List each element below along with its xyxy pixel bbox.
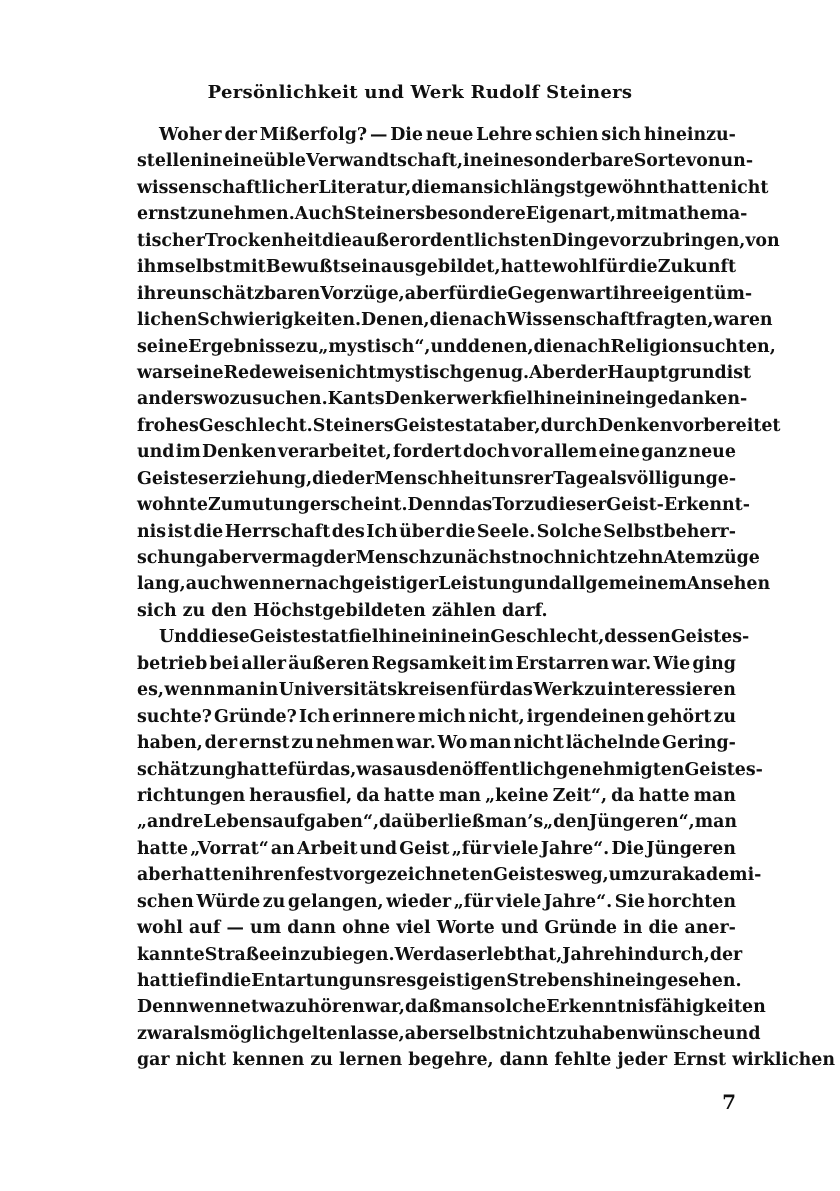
text-line: zwar als möglich gelten lasse, aber selbst nicht zu haben wünsche und: [137, 1023, 761, 1044]
text-line: aber hatten ihren fest vorgezeichneten Geistesweg, um zur akademi-: [137, 865, 762, 886]
text-line: suchte? Gründe? Ich erinnere mich nicht, irgendeinen gehört zu: [137, 706, 736, 727]
text-line: kannte Straße einzubiegen. Wer das erlebt hat, Jahre hindurch, der: [137, 944, 743, 965]
text-line: lichen Schwierigkeiten. Denen, die nach Wissenschaft fragten, waren: [137, 310, 773, 331]
text-line: Geisteserziehung, die der Menschheit unsrer Tage als völlig unge-: [137, 468, 737, 489]
text-line: Denn wenn etwa zu hören war, daß man solche Erkenntnisfähigkeiten: [137, 997, 766, 1018]
text-line: hatte „Vorrat“ an Arbeit und Geist „für viele Jahre“. Die Jüngeren: [137, 838, 736, 859]
text-line: schen Würde zu gelangen, wieder „für viele Jahre“. Sie horchten: [137, 891, 736, 912]
text-line: richtungen herausfiel, da hatte man „keine Zeit“, da hatte man: [137, 785, 736, 806]
text-line: wohl auf — um dann ohne viel Worte und Gründe in die aner-: [137, 918, 736, 939]
text-line: schätzung hatte für das, was aus den öffentlich genehmigten Geistes-: [137, 759, 763, 780]
text-line: „andre Lebensaufgaben“, da überließ man’s „den Jüngeren“, man: [137, 812, 738, 833]
text-line: gar nicht kennen zu lernen begehre, dann fehlte jeder Ernst wirklichen: [137, 1050, 836, 1071]
text-line: sich zu den Höchstgebildeten zählen darf.: [137, 600, 548, 621]
text-line: haben, der ernst zu nehmen war. Wo man nicht lächelnde Gering-: [137, 733, 736, 754]
paragraph-2: [137, 624, 836, 1073]
text-line: nis ist die Herrschaft des Ich über die Seele. Solche Selbstbeherr-: [137, 521, 736, 542]
text-line: betrieb bei aller äußeren Regsamkeit im Erstarren war. Wie ging: [137, 653, 736, 674]
text-line: wohnte Zumutung erscheint. Denn das Tor zu dieser Geist-Erkennt-: [137, 495, 750, 516]
text-line: stellen in eine üble Verwandtschaft, in eine sonderbare Sorte von un-: [137, 151, 754, 172]
text-line: lang, auch wenn er nach geistiger Leistung und allgemeinem Ansehen: [137, 574, 771, 595]
text-line: und im Denken verarbeitet, fordert doch vor allem eine ganz neue: [137, 442, 736, 463]
text-line: hat tief in die Entartung unsres geistigen Strebens hineingesehen.: [137, 971, 742, 991]
text-line: war seine Redeweise nicht mystisch genug. Aber der Hauptgrund ist: [137, 362, 752, 383]
text-line: Und diese Geistestat fiel hinein in ein Geschlecht, dessen Geistes-: [159, 627, 750, 648]
text-line: es, wenn man in Universitätskreisen für das Werk zu interessieren: [137, 680, 736, 701]
text-line: schung aber vermag der Mensch zunächst noch nicht zehn Atemzüge: [137, 548, 760, 568]
paragraph-1: [137, 122, 781, 624]
page-number: 7: [722, 1090, 736, 1114]
running-head: Persönlichkeit und Werk Rudolf Steiners: [207, 82, 633, 103]
text-line: ihre unschätzbaren Vorzüge, aber für die Gegenwart ihre eigentüm-: [137, 283, 753, 304]
text-line: anderswo zu suchen. Kants Denkerwerk fiel hinein in ein gedanken-: [137, 389, 748, 410]
text-line: tischer Trockenheit die außerordentlichsten Dinge vorzubringen, von: [137, 230, 780, 251]
text-line: Woher der Mißerfolg? — Die neue Lehre schien sich hineinzu-: [159, 125, 736, 145]
text-line: seine Ergebnisse zu „mystisch“, und denen, die nach Religion suchten,: [137, 336, 776, 357]
text-line: ihm selbst mit Bewußtsein ausgebildet, hatte wohl für die Zukunft: [137, 257, 736, 278]
text-line: wissenschaftlicher Literatur, die man sich längst gewöhnt hatte nicht: [137, 177, 769, 198]
text-line: ernst zu nehmen. Auch Steiners besondere Eigenart, mit mathema-: [137, 204, 748, 225]
body-text: [137, 122, 836, 1074]
text-line: frohes Geschlecht. Steiners Geistestat aber, durch Denken vorbereitet: [137, 415, 781, 436]
